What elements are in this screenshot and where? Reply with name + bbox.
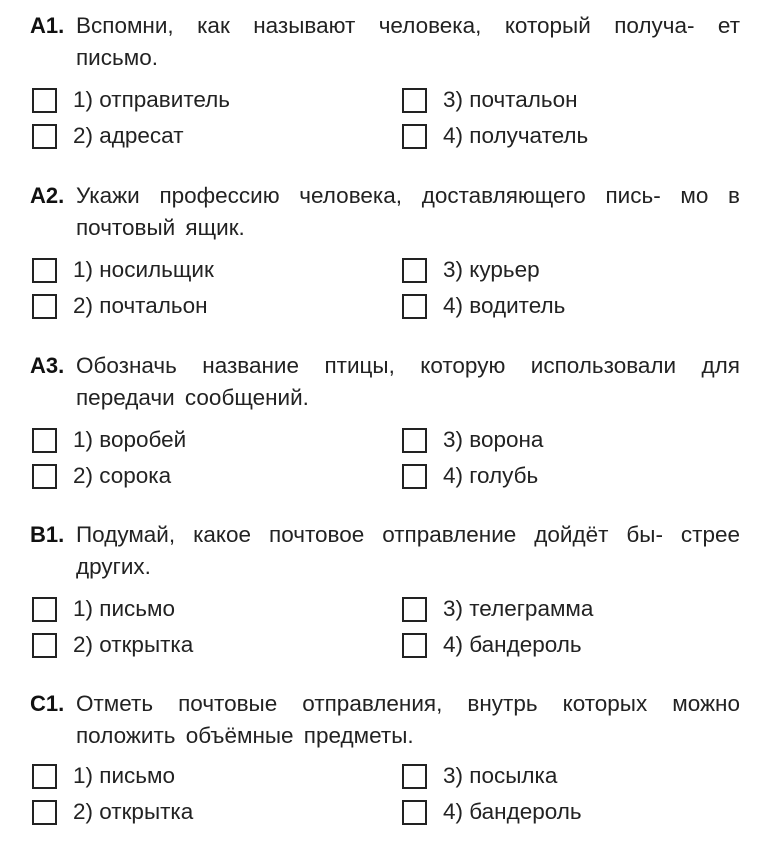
checkbox[interactable] — [402, 464, 427, 489]
option-2[interactable] — [32, 796, 193, 828]
question-label: С1. — [30, 691, 65, 716]
checkbox[interactable] — [32, 258, 57, 283]
option-3[interactable] — [402, 593, 593, 625]
option-label: 2) адресат — [73, 123, 184, 148]
option-label: 1) письмо — [73, 763, 175, 788]
option-label: 4) водитель — [443, 293, 566, 318]
checkbox[interactable] — [32, 88, 57, 113]
checkbox[interactable] — [32, 294, 57, 319]
option-2[interactable] — [32, 290, 208, 322]
option-label: 4) голубь — [443, 463, 539, 488]
question-label: В1. — [30, 522, 65, 547]
question-label: А3. — [30, 353, 65, 378]
checkbox[interactable] — [402, 124, 427, 149]
option-1[interactable] — [32, 84, 230, 116]
option-label: 1) носильщик — [73, 257, 214, 282]
option-4[interactable] — [402, 796, 582, 828]
option-label: 2) открытка — [73, 632, 194, 657]
question-text: Обозначь название птицы, которую использовали для передачи сообщений. — [76, 353, 740, 410]
checkbox[interactable] — [402, 294, 427, 319]
option-label: 3) курьер — [443, 257, 540, 282]
question-text: Укажи профессию человека, доставляющего пись- мо в почтовый ящик. — [76, 183, 740, 240]
question-label: А2. — [30, 183, 65, 208]
option-3[interactable] — [402, 760, 557, 792]
checkbox[interactable] — [402, 597, 427, 622]
option-label: 2) сорока — [73, 463, 172, 488]
checkbox[interactable] — [32, 633, 57, 658]
option-4[interactable] — [402, 460, 538, 492]
checkbox[interactable] — [32, 124, 57, 149]
checkbox[interactable] — [402, 258, 427, 283]
option-label: 1) воробей — [73, 427, 187, 452]
question-label: А1. — [30, 13, 65, 38]
option-1[interactable] — [32, 254, 214, 286]
option-1[interactable] — [32, 760, 175, 792]
checkbox[interactable] — [32, 464, 57, 489]
option-label: 3) посылка — [443, 763, 558, 788]
option-label: 2) почтальон — [73, 293, 208, 318]
option-label: 4) бандероль — [443, 799, 582, 824]
checkbox[interactable] — [32, 764, 57, 789]
option-4[interactable] — [402, 629, 582, 661]
checkbox[interactable] — [32, 428, 57, 453]
option-label: 3) телеграмма — [443, 596, 594, 621]
checkbox[interactable] — [402, 428, 427, 453]
question-text: Подумай, какое почтовое отправление дойдёт бы- стрее других. — [76, 522, 740, 579]
option-4[interactable] — [402, 290, 565, 322]
option-label: 4) бандероль — [443, 632, 582, 657]
option-2[interactable] — [32, 120, 184, 152]
option-label: 1) отправитель — [73, 87, 230, 112]
option-2[interactable] — [32, 629, 193, 661]
option-3[interactable] — [402, 424, 543, 456]
option-1[interactable] — [32, 424, 186, 456]
option-label: 3) почтальон — [443, 87, 578, 112]
option-label: 2) открытка — [73, 799, 194, 824]
option-3[interactable] — [402, 254, 540, 286]
option-4[interactable] — [402, 120, 588, 152]
option-label: 4) получатель — [443, 123, 589, 148]
option-1[interactable] — [32, 593, 175, 625]
checkbox[interactable] — [32, 597, 57, 622]
option-label: 3) ворона — [443, 427, 544, 452]
checkbox[interactable] — [402, 88, 427, 113]
option-3[interactable] — [402, 84, 578, 116]
checkbox[interactable] — [402, 764, 427, 789]
checkbox[interactable] — [32, 800, 57, 825]
question-text: Отметь почтовые отправления, внутрь которых можно положить объёмные предметы. — [76, 691, 740, 748]
checkbox[interactable] — [402, 633, 427, 658]
option-label: 1) письмо — [73, 596, 175, 621]
question-text: Вспомни, как называют человека, который получа- ет письмо. — [76, 13, 740, 70]
option-2[interactable] — [32, 460, 171, 492]
checkbox[interactable] — [402, 800, 427, 825]
